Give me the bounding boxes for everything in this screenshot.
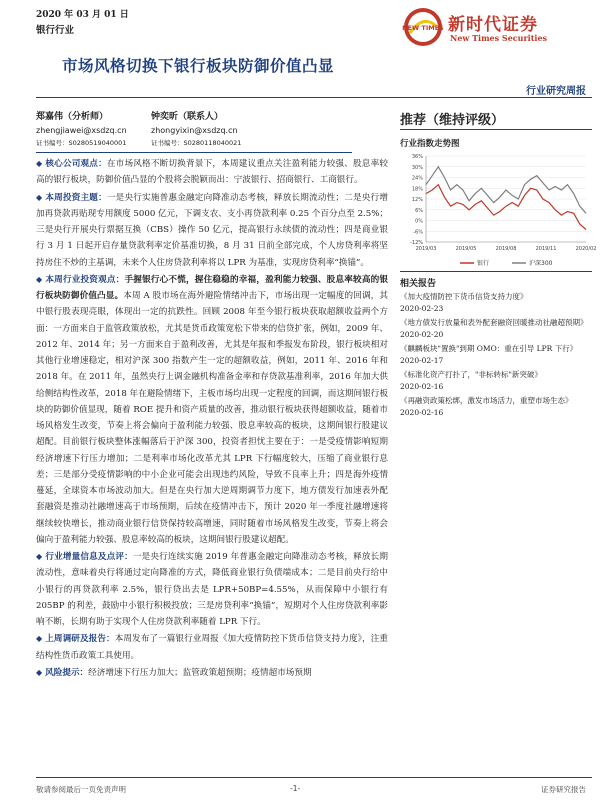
logo-text: NEW TIMES [402,24,444,32]
bullet-icon: ◆ [36,159,43,168]
related-report-title[interactable]: 《再融资政策松绑，激发市场活力，重塑市场生态》 [400,396,573,405]
core-view-paragraph [36,156,388,189]
legend-label: 沪深300 [529,260,553,267]
series-line-bank [426,185,586,230]
paragraph-bold-text: 手握银行心不慌，握住稳稳的幸福，盈利能力较强、股息率较高的银行板块防御价值凸显。 [36,274,388,301]
industry-label: 银行行业 [36,25,75,36]
paragraph-lead: 核心公司观点： [45,159,107,169]
weekly-theme-paragraph [36,190,388,271]
legend-label: 银行 [477,260,490,267]
related-report-item[interactable] [400,343,596,367]
report-date: 2020 年 03 月 01 日 [36,10,129,20]
analyst-email[interactable]: zhongyixin@xsdzq.cn [151,126,238,135]
analyst-name: 钟奕昕（联系人） [151,112,224,122]
y-tick-label: 24% [411,175,423,182]
paragraph-text: 经济增速下行压力加大；监管政策超预期；疫情超市场预期 [88,667,312,678]
x-tick-label: 2019/11 [535,246,557,252]
analyst-cert: 证书编号：S0280118040021 [151,139,242,147]
logo-mark-icon [402,6,444,48]
related-report-title[interactable]: 《麒麟板块"置换"到期 OMO：重在引导 LPR 下行》 [400,344,578,353]
paragraph-lead: 行业增量信息及点评： [45,552,133,562]
page-number: -1- [290,784,301,793]
related-report-item[interactable] [400,395,596,419]
footer-report-label: 证券研究报告 [541,785,586,794]
x-tick-label: 2020/02 [575,246,597,252]
chart-divider [400,271,592,272]
analyst-cert: 证书编号：S0280519040001 [36,139,127,147]
company-name-en: New Times Securities [450,33,548,43]
related-report-date: 2020-02-16 [400,408,444,417]
related-report-item[interactable] [400,291,596,315]
rating-label: 推荐（维持评级） [400,113,505,128]
related-report-date: 2020-02-23 [400,304,444,313]
index-trend-chart-svg [400,152,597,272]
analyst-divider [36,152,352,153]
analyst-card [36,111,127,150]
y-tick-label: 6% [415,207,423,214]
related-report-date: 2020-02-16 [400,382,444,391]
related-report-item[interactable] [400,369,596,393]
header-divider [36,97,592,98]
analyst-email[interactable]: zhengjiawei@xsdzq.cn [36,126,127,135]
paragraph-text: 本周 A 股市场在海外避险情绪冲击下，市场出现一定幅度的回调，其中银行股表现亮眼，体现出一定的抗跌性。回顾 2008 年至今银行板块获取超额收益两个方面：一方面来自于监管政策放松，尤其是货币政策宽松下带来的信贷扩张，例如，2009 年、2012 年、2014 年；另一方面来自于盈利改善，尤其是年报和季报发布阶段，银行板块相对其他行业增速稳定，相对沪深 300 指数产生一定的超额收益，例如，2011 年、2016 年和 2018 年。在 2011 年，虽然央行上调金融机构准备金率和存贷款基准利率，2016 年加大供给侧结构性改革，2018 年在避险情绪下，主板市场均出现一定程度的回调，而这期间银行板块的防御价值显现，随着 ROE 提升和资产质量的改善，推动银行板块获得超额收益，随着市场风格发生改变，节奏上将会偏向于盈利能力较强、股息率较高的板块，这期间银行股建议超配。目前银行板块整体涨幅落后于沪深 300，投资者担忧主要在于：一是受疫情影响短期经济增速下行压力增加；二是利率市场化改革尤其 LPR 下行幅度较大，压缩了商业银行息差；三是部分受疫情影响的中小企业可能会出现违约风险，导致不良率上升；四是海外疫情蔓延，全球资本市场波动加大。但是在央行加大逆周期调节力度下，地方债发行加速表外配套融资是推动社融增速高于市场预期，后续在疫情冲击下，预计 2020 年一季度社融增速将继续较快增长，推动商业银行信贷保持较高增速，同时随着市场风格发生改变，节奏上将会偏向于盈利能力较强、股息率较高的板块，这期间银行股建议超配。 [36,291,388,545]
y-tick-label: -12% [410,240,423,246]
y-tick-label: 0% [415,218,423,225]
paragraph-text: 一是央行实施普惠金融定向降准动态考核，释放长期流动性；二是央行增加再贷款再贴现专用额度 5000 亿元，下调支农、支小再贷款利率 0.25 个百分点至 2.5%；三是央行开展央行票据互换（CBS）操作 50 亿元，提高银行永续债的流动性；四是商业银行 3 月 1 日起开启存量贷款利率定价基准切换，8 月 31 日前全部完成，个人房贷利率将坚持房住不炒的主基调，未来个人住房贷款利率将以 LPR 为基准，实现房贷利率“换锚”。 [36,192,388,268]
chart-title: 行业指数走势图 [400,139,460,149]
related-report-date: 2020-02-17 [400,356,444,365]
related-report-title[interactable]: 《标准化资产打扑了，"非标转标"新突破》 [400,370,542,379]
paragraph-lead: 上周调研及报告： [45,634,115,645]
y-tick-label: 18% [411,186,423,193]
footer-disclaimer[interactable]: 敬请参阅最后一页免责声明 [36,785,126,794]
report-body [36,156,388,682]
bullet-icon: ◆ [36,192,43,202]
footer-divider [36,777,592,778]
company-logo [402,6,592,48]
y-tick-label: 12% [411,197,423,203]
research-report-paragraph [36,631,388,664]
x-tick-label: 2019/03 [415,246,437,252]
x-tick-label: 2019/08 [495,246,517,252]
analyst-card [151,111,241,150]
paragraph-lead: 风险提示： [45,667,89,678]
related-report-date: 2020-02-20 [400,330,444,339]
incremental-info-paragraph [36,549,388,630]
paragraph-lead: 本周投资主题： [45,192,107,203]
related-report-title[interactable]: 《加大疫情防控下货币信贷支持力度》 [400,292,528,301]
related-reports-list [400,291,596,421]
rating-divider [400,129,592,130]
y-tick-label: -6% [413,229,423,236]
paragraph-lead: 本周行业投资观点： [45,274,125,285]
risk-warning-paragraph [36,665,388,681]
bullet-icon: ◆ [36,552,43,561]
y-tick-label: 36% [411,154,423,160]
paragraph-text: 在市场风格不断切换背景下，本周建议重点关注盈利能力较强、股息率较高的银行板块，防御价值凸显的个股将会脱颖而出：宁波银行、招商银行、工商银行。 [36,159,388,186]
report-title: 市场风格切换下银行板块防御价值凸显 [62,56,335,75]
related-reports-title: 相关报告 [400,279,437,289]
paragraph-text: 一是央行连续实施 2019 年普惠金融定向降准动态考核，释放长期流动性，意味着央行将通过定向降准的方式，降低商业银行负债端成本；二是目前央行给中小银行的再贷款利率 2.5%，银行贷出去是 LPR+50BP=4.55%，从而保障中小银行有 205BP 的利差，鼓励中小银行积极投放；三是房贷利率“换锚”，短期对个人住房贷款利率影响不断，长期有助于实现个人住房贷款利率随着 LPR 下行。 [36,552,388,627]
related-report-item[interactable] [400,317,596,341]
index-trend-chart [400,152,597,272]
company-name-cn: 新时代证券 [448,15,538,35]
related-report-title[interactable]: 《地方债发行放量和表外配套融资回暖推动社融超预期》 [400,318,588,327]
analyst-name: 郑嘉伟（分析师） [36,112,109,122]
x-tick-label: 2019/05 [455,246,477,252]
y-tick-label: 30% [411,164,423,171]
report-type: 行业研究周报 [526,86,586,97]
paragraph-text: 本周发布了一篇银行业周报《加大疫情防控下货币信贷支持力度》，注重结构性货币政策工具使用。 [36,634,389,661]
bullet-icon: ◆ [36,274,43,284]
bullet-icon: ◆ [36,634,43,644]
bullet-icon: ◆ [36,667,43,677]
industry-view-paragraph [36,272,388,548]
